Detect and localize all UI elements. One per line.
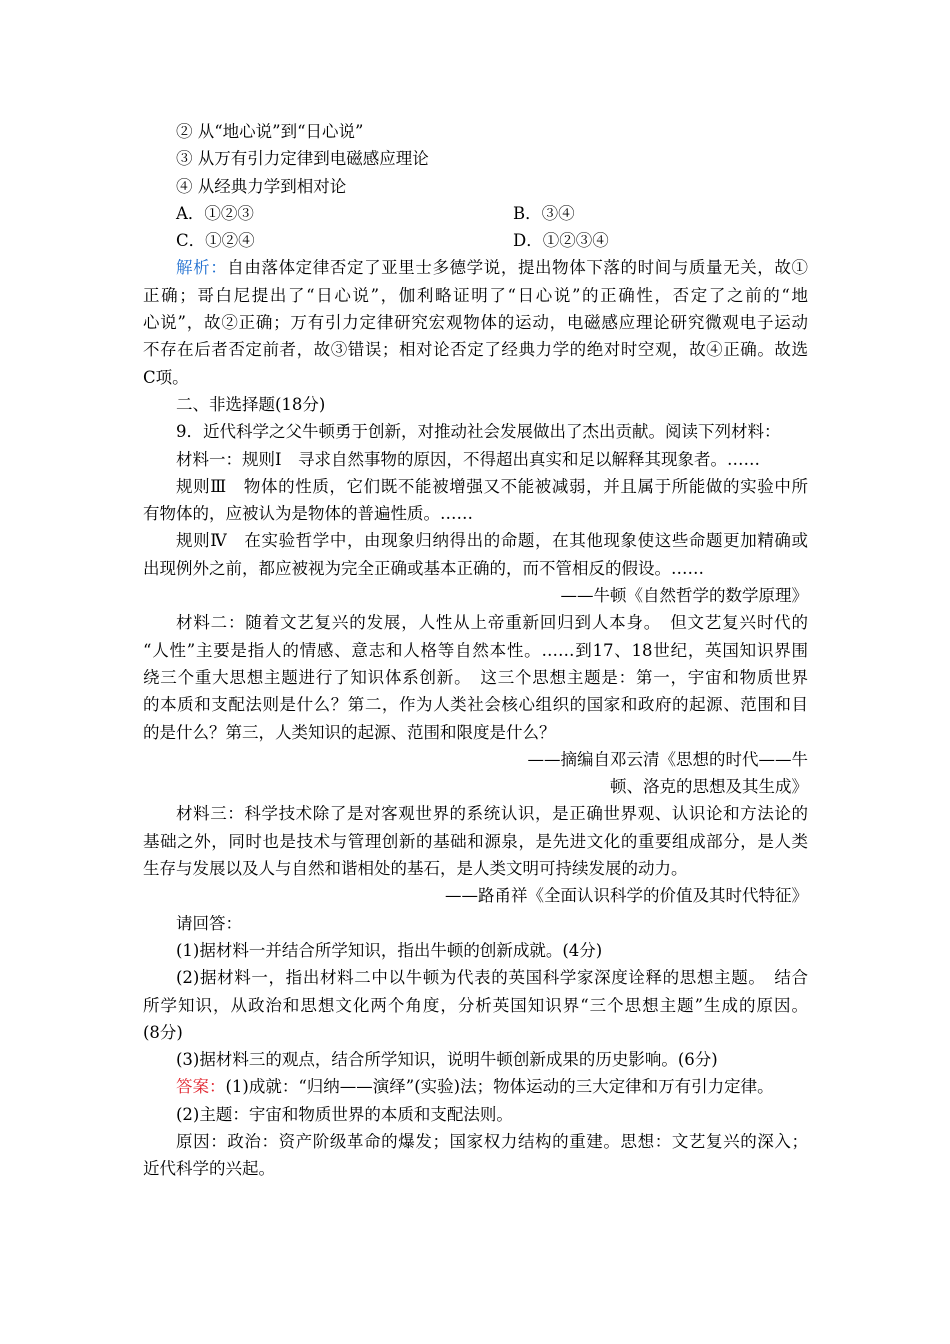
options-row-2 — [143, 227, 808, 254]
analysis-label: 解析： — [176, 258, 228, 278]
material-2-line-5: 的是什么？第三，人类知识的起源、范围和限度是什么？ — [143, 722, 556, 742]
material-2-line-1: 材料二：随着文艺复兴的发展，人性从上帝重新回归到人本身。 但文艺复兴时代的 — [176, 613, 808, 633]
options-row-1 — [143, 200, 808, 227]
option-c: C．①②④ — [176, 231, 255, 251]
material-3-line-2: 基础之外，同时也是技术与管理创新的基础和源泉，是先进文化的重要组成部分，是人类 — [143, 831, 808, 851]
material-1-line-3: 有物体的，应被认为是物体的普遍性质。…… — [143, 504, 473, 524]
material-1-line-2: 规则Ⅲ 物体的性质，它们既不能被增强又不能被减弱，并且属于所能做的实验中所 — [176, 476, 808, 496]
material-3-source: ——路甬祥《全面认识科学的价值及其时代特征》 — [445, 886, 808, 906]
analysis-line-1: 解析：自由落体定律否定了亚里士多德学说，提出物体下落的时间与质量无关，故① — [176, 258, 809, 278]
material-1-line-5: 出现例外之前，都应被视为完全正确或基本正确的，而不管相反的假设。…… — [143, 558, 704, 578]
sub-question-3: (3)据材料三的观点，结合所学知识，说明牛顿创新成果的历史影响。(6分) — [176, 1050, 718, 1070]
option-d: D．①②③④ — [513, 231, 609, 251]
answer-line-4: 近代科学的兴起。 — [143, 1159, 275, 1179]
sub-question-1: (1)据材料一并结合所学知识，指出牛顿的创新成就。(4分) — [176, 940, 603, 960]
sub-question-2-line-3: (8分) — [143, 1022, 183, 1042]
material-2-source-1: ——摘编自邓云清《思想的时代——牛 — [527, 749, 808, 769]
answer-label: 答案： — [176, 1077, 226, 1097]
material-1-source: ——牛顿《自然哲学的数学原理》 — [560, 586, 808, 606]
material-1-line-4: 规则Ⅳ 在实验哲学中，由现象归纳得出的命题，在其他现象使这些命题更加精确或 — [176, 531, 808, 551]
answer-line-3: 原因：政治：资产阶级革命的爆发；国家权力结构的重建。思想：文艺复兴的深入； — [176, 1131, 808, 1151]
analysis-line-5: C项。 — [143, 367, 189, 387]
material-3-line-3: 生存与发展以及人与自然和谐相处的基石，是人类文明可持续发展的动力。 — [143, 859, 688, 879]
item-2: ② 从“地心说”到“日心说” — [176, 122, 364, 141]
sub-question-2-line-1: (2)据材料一，指出材料二中以牛顿为代表的英国科学家深度诠释的思想主题。 结合 — [176, 968, 808, 988]
sub-question-2-line-2: 所学知识，从政治和思想文化两个角度，分析英国知识界“三个思想主题”生成的原因。 — [143, 995, 808, 1015]
material-1-line-1: 材料一：规则Ⅰ 寻求自然事物的原因，不得超出真实和足以解释其现象者。…… — [176, 449, 761, 469]
question-9: 9．近代科学之父牛顿勇于创新，对推动社会发展做出了杰出贡献。阅读下列材料： — [176, 422, 781, 442]
section-heading: 二、非选择题(18分) — [176, 394, 326, 414]
material-2-line-2: “人性”主要是指人的情感、意志和人格等自然本性。……到17、18世纪，英国知识界围 — [143, 640, 808, 660]
item-3: ③ 从万有引力定律到电磁感应理论 — [176, 149, 429, 169]
option-b: B．③④ — [513, 203, 575, 223]
material-2-line-3: 绕三个重大思想主题进行了知识体系创新。 这三个思想主题是：第一，宇宙和物质世界 — [143, 667, 808, 687]
answer-line-2: (2)主题：宇宙和物质世界的本质和支配法则。 — [176, 1104, 513, 1124]
analysis-line-4: 不存在后者否定前者，故③错误；相对论否定了经典力学的绝对时空观，故④正确。故选 — [143, 340, 808, 360]
answer-line-1: 答案：(1)成就：“归纳——演绎”(实验)法；物体运动的三大定律和万有引力定律。 — [176, 1077, 774, 1097]
material-2-line-4: 的本质和支配法则是什么？第二，作为人类社会核心组织的国家和政府的起源、范围和目 — [143, 695, 808, 715]
option-a: A．①②③ — [176, 203, 254, 223]
item-4: ④ 从经典力学到相对论 — [176, 176, 347, 196]
analysis-line-3: 心说”，故②正确；万有引力定律研究宏观物体的运动，电磁感应理论研究微观电子运动 — [143, 313, 808, 333]
document-body — [143, 118, 808, 1183]
material-2-source-2: 顿、洛克的思想及其生成》 — [610, 777, 808, 797]
material-3-line-1: 材料三：科学技术除了是对客观世界的系统认识，是正确世界观、认识论和方法论的 — [176, 804, 808, 824]
analysis-line-2: 正确；哥白尼提出了“日心说”，伽利略证明了“日心说”的正确性，否定了之前的“地 — [143, 285, 808, 305]
ask-heading: 请回答： — [176, 913, 242, 933]
